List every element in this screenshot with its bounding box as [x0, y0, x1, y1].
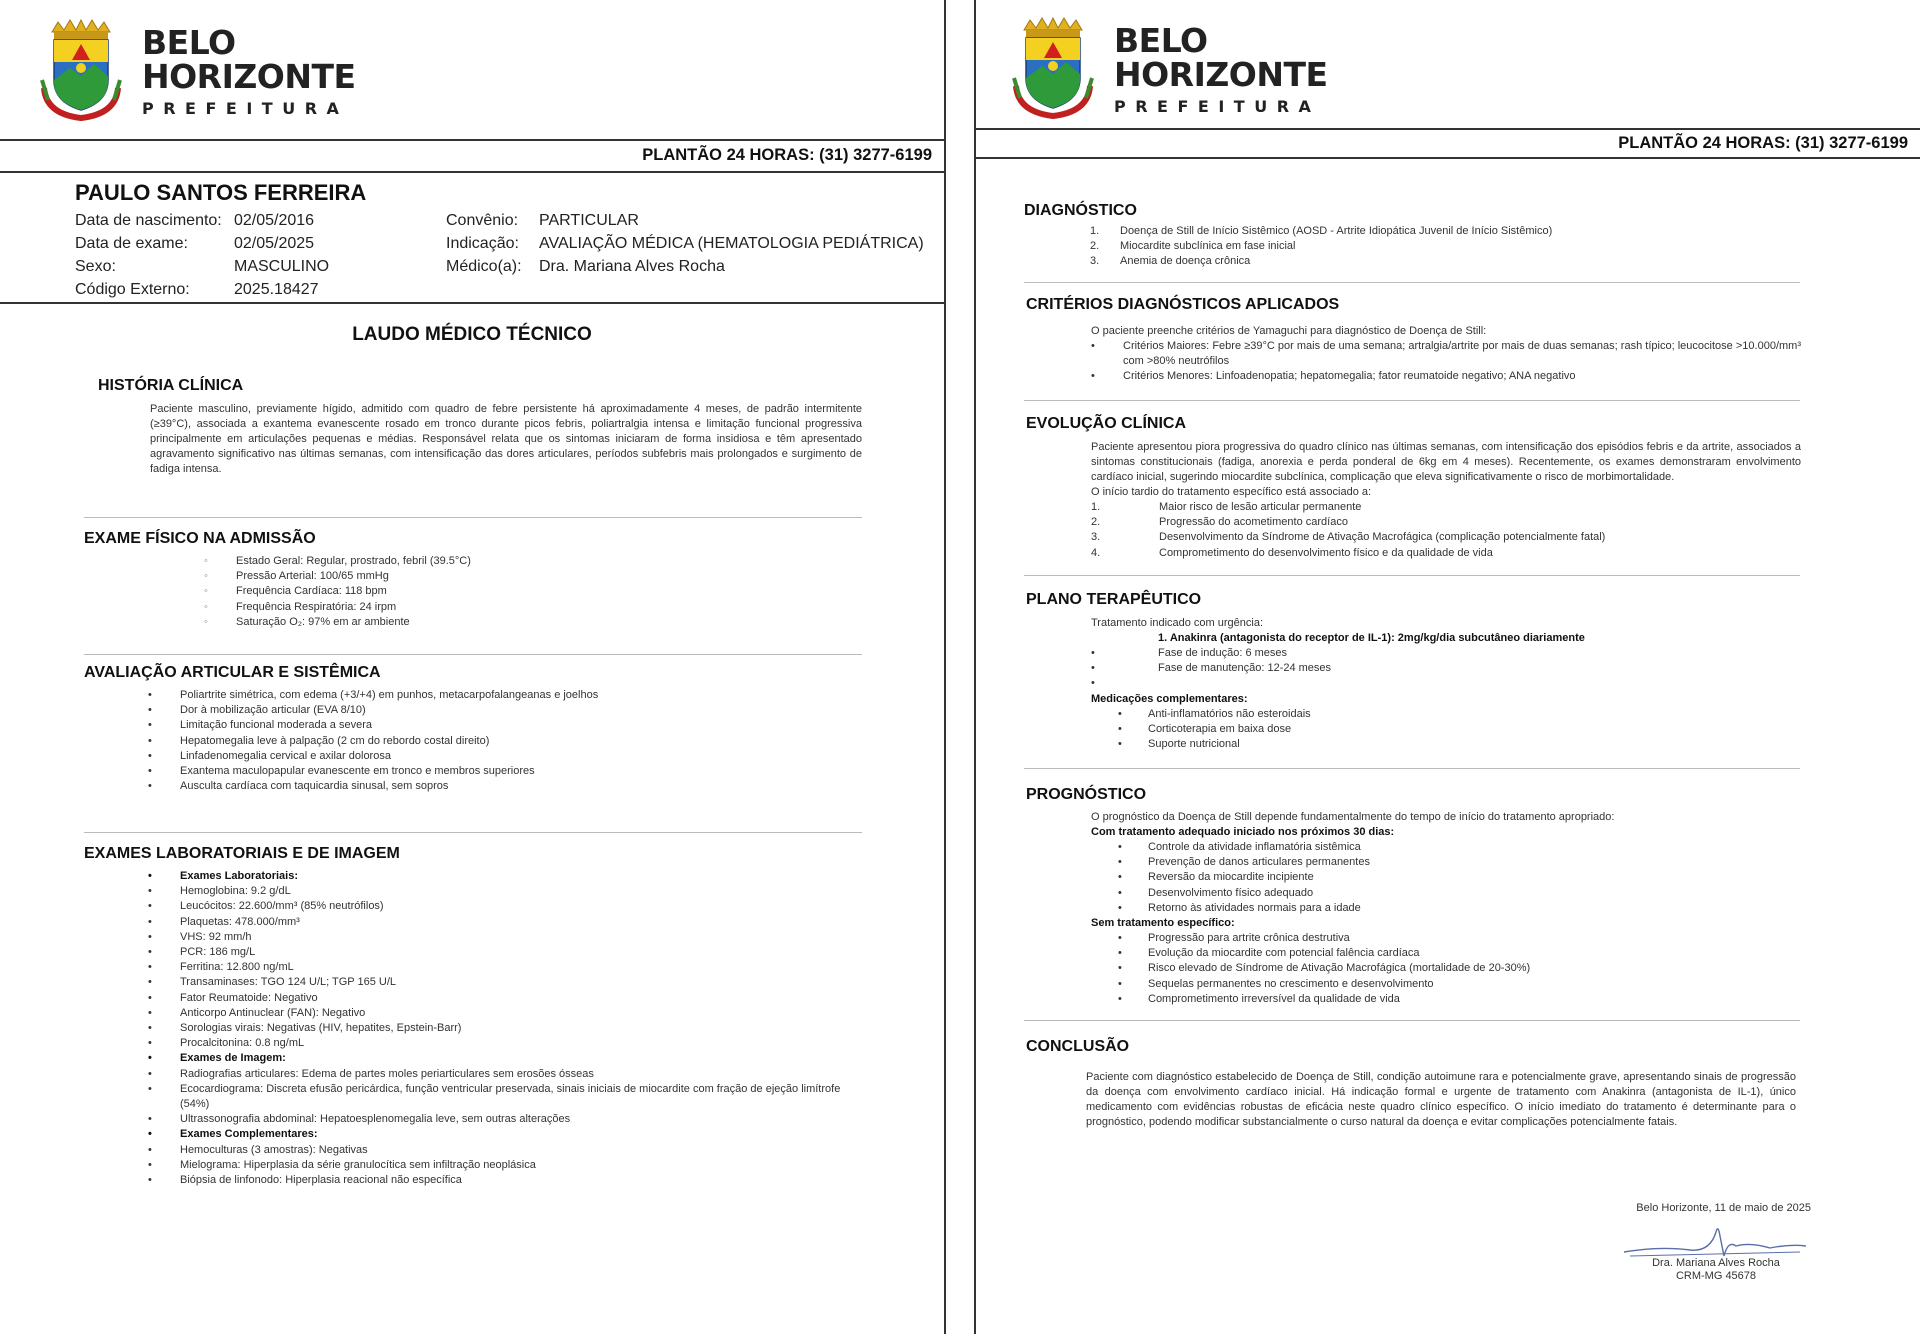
list-item: • Mielograma: Hiperplasia da série granulocítica sem infiltração neoplásica — [148, 1158, 848, 1173]
list-item: • Sorologias virais: Negativas (HIV, hepatites, Epstein-Barr) — [148, 1021, 848, 1036]
list-item: ◦ Saturação O₂: 97% em ar ambiente — [204, 615, 844, 630]
list-item: 2. Miocardite subclínica em fase inicial — [1090, 240, 1296, 253]
list-item: • Controle da atividade inflamatória sistêmica — [1118, 840, 1818, 855]
list-item: • Anticorpo Antinuclear (FAN): Negativo — [148, 1006, 848, 1021]
report-page-1 — [0, 0, 944, 1334]
patient-field: Sexo: MASCULINO — [75, 258, 330, 275]
list-item: • Fase de indução: 6 meses — [1091, 646, 1791, 661]
list-item: • Procalcitonina: 0.8 ng/mL — [148, 1036, 848, 1051]
section-divider — [84, 832, 862, 833]
list-item: 3. Anemia de doença crônica — [1090, 255, 1251, 268]
plano-phases — [1091, 646, 1791, 676]
plantao-phone: PLANTÃO 24 HORAS: (31) 3277-6199 — [1618, 134, 1908, 152]
prefeitura-logo — [1012, 16, 1328, 120]
prognostico-with-title: Com tratamento adequado iniciado nos próximos 30 dias: — [1091, 826, 1395, 838]
list-item: ◦ Pressão Arterial: 100/65 mmHg — [204, 569, 844, 584]
list-item: • Transaminases: TGO 124 U/L; TGP 165 U/L — [148, 975, 848, 990]
list-item: 1. Maior risco de lesão articular permanente — [1091, 501, 1362, 513]
patient-field: Data de nascimento: 02/05/2016 — [75, 212, 315, 229]
section-title-historia: HISTÓRIA CLÍNICA — [98, 377, 244, 394]
signature-scribble-icon — [1620, 1222, 1810, 1262]
section-divider — [1024, 1020, 1800, 1021]
list-item: • Progressão para artrite crônica destrutiva — [1118, 931, 1818, 946]
brand-line-1: BELO — [1114, 21, 1208, 60]
page-gutter — [944, 0, 976, 1334]
section-divider — [1024, 575, 1800, 576]
list-item: • Anti-inflamatórios não esteroidais — [1118, 707, 1818, 722]
list-item: ◦ Frequência Cardíaca: 118 bpm — [204, 584, 844, 599]
list-item: • Radiografias articulares: Edema de partes moles periarticulares sem erosões ósseas — [148, 1067, 848, 1082]
list-item: • Ultrassonografia abdominal: Hepatoesplenomegalia leve, sem outras alterações — [148, 1112, 848, 1127]
list-item: 4. Comprometimento do desenvolvimento físico e da qualidade de vida — [1091, 546, 1493, 559]
diagnostico-list — [1090, 224, 1790, 270]
list-item: • Exantema maculopapular evanescente em tronco e membros superiores — [148, 764, 848, 779]
list-item: ◦ Frequência Respiratória: 24 irpm — [204, 600, 844, 615]
list-item: 3. Desenvolvimento da Síndrome de Ativação Macrofágica (complicação potencialmente fatal) — [1091, 531, 1606, 544]
list-item: 1. Doença de Still de Início Sistêmico (AOSD - Artrite Idiopática Juvenil de Início Sistêmico) — [1090, 225, 1553, 237]
list-heading: • Exames Complementares: — [148, 1127, 848, 1142]
patient-field: Indicação: AVALIAÇÃO MÉDICA (HEMATOLOGIA PEDIÁTRICA) — [446, 235, 924, 252]
list-item: • Hepatomegalia leve à palpação (2 cm do rebordo costal direito) — [148, 734, 848, 749]
report-title: LAUDO MÉDICO TÉCNICO — [352, 324, 592, 345]
brand-line-3: PREFEITURA — [1114, 97, 1321, 116]
section-title-conclusao: CONCLUSÃO — [1026, 1038, 1130, 1055]
list-item: • Biópsia de linfonodo: Hiperplasia reacional não específica — [148, 1173, 848, 1188]
list-item: • Hemoglobina: 9.2 g/dL — [148, 884, 848, 899]
patient-field: Data de exame: 02/05/2025 — [75, 235, 315, 252]
plano-comp-title: Medicações complementares: — [1091, 693, 1248, 705]
list-item: • Linfadenomegalia cervical e axilar dolorosa — [148, 749, 848, 764]
brand-line-1: BELO — [142, 23, 236, 62]
section-divider — [84, 517, 862, 518]
evolucao-text: Paciente apresentou piora progressiva do quadro clínico nas últimas semanas, com intensificação dos episódios febris e da artrite, associados a sintomas constitucionais (fadiga, anorexia e perda ponderal de 6kg em 4 meses). Recentemente, os exames demonstraram envolvimento cardíaco inicial, sugerindo miocardite subclínica, complicação que eleva significativamente o risco de morbimortalidade. — [1091, 441, 1801, 483]
list-item: 2. Progressão do acometimento cardíaco — [1091, 516, 1348, 529]
list-item: • Evolução da miocardite com potencial falência cardíaca — [1118, 946, 1818, 961]
list-item: • Fator Reumatoide: Negativo — [148, 991, 848, 1006]
header-divider — [976, 128, 1920, 130]
section-title-evolucao: EVOLUÇÃO CLÍNICA — [1026, 415, 1186, 432]
conclusao-text: Paciente com diagnóstico estabelecido de Doença de Still, condição autoimune rara e potencialmente grave, apresentando sinais de progressão da doença com envolvimento cardíaco inicial. Há indicação formal e urgente de tratamento com Anakinra (antagonista de IL-1), único medicamento com evidências robustas de eficácia neste quadro clínico específico. O início imediato do tratamento é determinante para o prognóstico, podendo modificar substancialmente o curso natural da doença e evitar complicações potencialmente fatais. — [1086, 1071, 1796, 1128]
list-item: • Poliartrite simétrica, com edema (+3/+4) em punhos, metacarpofalangeanas e joelhos — [148, 688, 848, 703]
list-item: • Dor à mobilização articular (EVA 8/10) — [148, 703, 848, 718]
plano-drug: 1. Anakinra (antagonista do receptor de IL-1): 2mg/kg/dia subcutâneo diariamente — [1158, 632, 1585, 644]
section-divider — [1024, 282, 1800, 283]
patient-divider — [0, 302, 944, 304]
section-title-prognostico: PROGNÓSTICO — [1026, 786, 1147, 803]
evolucao-list — [1091, 500, 1801, 561]
list-item: • Leucócitos: 22.600/mm³ (85% neutrófilos) — [148, 899, 848, 914]
list-item: • Plaquetas: 478.000/mm³ — [148, 915, 848, 930]
list-item: • VHS: 92 mm/h — [148, 930, 848, 945]
patient-name: PAULO SANTOS FERREIRA — [75, 180, 367, 205]
prognostico-intro: O prognóstico da Doença de Still depende fundamentalmente do tempo de início do tratamento apropriado: — [1091, 811, 1615, 823]
prognostico-without-title: Sem tratamento específico: — [1091, 917, 1235, 929]
criterios-intro: O paciente preenche critérios de Yamaguchi para diagnóstico de Doença de Still: — [1091, 325, 1487, 337]
section-divider — [1024, 400, 1800, 401]
place-date: Belo Horizonte, 11 de maio de 2025 — [1636, 1202, 1811, 1214]
patient-field: Código Externo: 2025.18427 — [75, 281, 319, 298]
section-title-plano: PLANO TERAPÊUTICO — [1026, 591, 1202, 608]
list-item: • PCR: 186 mg/L — [148, 945, 848, 960]
list-heading: • Exames de Imagem: — [148, 1051, 848, 1066]
city-crest-icon — [1012, 16, 1094, 120]
list-item: • Corticoterapia em baixa dose — [1118, 722, 1818, 737]
list-item: • Fase de manutenção: 12-24 meses — [1091, 661, 1791, 676]
list-item: • Suporte nutricional — [1118, 737, 1818, 752]
list-heading: • Exames Laboratoriais: — [148, 869, 848, 884]
prognostico-with-list — [1118, 840, 1818, 916]
section-title-exame-fisico: EXAME FÍSICO NA ADMISSÃO — [84, 530, 316, 547]
list-item: • Critérios Maiores: Febre ≥39°C por mais de uma semana; artralgia/artrite por mais de duas semanas; rash típico; leucocitose >10.000/mm³ com >80% neutrófilos — [1091, 339, 1801, 369]
historia-text: Paciente masculino, previamente hígido, admitido com quadro de febre persistente há aproximadamente 4 meses, de padrão intermitente (≥39°C), associada a exantema evanescente rosado em tronco durante picos febris, poliartralgia intensa e limitação funcional progressiva principalmente em articulações pequenas e médias. Responsável relata que os sintomas iniciaram de forma insidiosa e têm apresentado agravamento significativo nas últimas semanas, com intensificação das dores articulares, períodos subfebris mais prolongados e surgimento de fadiga intensa. — [150, 403, 862, 475]
section-divider — [1024, 768, 1800, 769]
brand-line-2: HORIZONTE — [142, 57, 356, 96]
city-crest-icon — [40, 18, 122, 122]
section-title-avaliacao: AVALIAÇÃO ARTICULAR E SISTÊMICA — [84, 664, 381, 681]
brand-line-2: HORIZONTE — [1114, 55, 1328, 94]
section-title-diagnostico: DIAGNÓSTICO — [1024, 202, 1137, 219]
report-page-2 — [976, 0, 1920, 1334]
list-item: • Reversão da miocardite incipiente — [1118, 870, 1818, 885]
list-item: • Limitação funcional moderada a severa — [148, 718, 848, 733]
list-item: • Desenvolvimento físico adequado — [1118, 886, 1818, 901]
section-title-criterios: CRITÉRIOS DIAGNÓSTICOS APLICADOS — [1026, 296, 1340, 313]
evolucao-lead: O início tardio do tratamento específico está associado a: — [1091, 486, 1372, 498]
header-divider — [0, 171, 944, 173]
list-item: • Sequelas permanentes no crescimento e desenvolvimento — [1118, 977, 1818, 992]
section-title-exames: EXAMES LABORATORIAIS E DE IMAGEM — [84, 845, 400, 862]
list-item: ◦ Estado Geral: Regular, prostrado, febril (39.5°C) — [204, 554, 844, 569]
list-item: • Retorno às atividades normais para a idade — [1118, 901, 1818, 916]
plano-intro: Tratamento indicado com urgência: — [1091, 617, 1264, 629]
criterios-list — [1091, 339, 1801, 385]
exame-fisico-list — [204, 554, 844, 630]
exames-list — [148, 869, 848, 1188]
patient-field: Convênio: PARTICULAR — [446, 212, 639, 229]
plano-comp-list — [1118, 707, 1818, 753]
patient-field: Médico(a): Dra. Mariana Alves Rocha — [446, 258, 725, 275]
list-item: • Hemoculturas (3 amostras): Negativas — [148, 1143, 848, 1158]
prognostico-without-list — [1118, 931, 1818, 1007]
avaliacao-list — [148, 688, 848, 794]
header-divider — [0, 139, 944, 141]
prefeitura-logo — [40, 18, 356, 122]
signer-crm: CRM-MG 45678 — [1675, 1270, 1757, 1282]
list-item: • Prevenção de danos articulares permanentes — [1118, 855, 1818, 870]
brand-line-3: PREFEITURA — [142, 99, 349, 118]
section-divider — [84, 654, 862, 655]
signer-name: Dra. Mariana Alves Rocha — [1652, 1257, 1780, 1269]
plantao-phone: PLANTÃO 24 HORAS: (31) 3277-6199 — [642, 146, 932, 164]
list-item: • Ecocardiograma: Discreta efusão pericárdica, função ventricular preservada, sinais iniciais de miocardite com fração de ejeção limítrofe (54%) — [148, 1082, 848, 1112]
list-item: • Comprometimento irreversível da qualidade de vida — [1118, 992, 1818, 1007]
list-item: • Ausculta cardíaca com taquicardia sinusal, sem sopros — [148, 779, 848, 794]
list-item: • Risco elevado de Síndrome de Ativação Macrofágica (mortalidade de 20-30%) — [1118, 961, 1818, 976]
header-divider — [976, 157, 1920, 159]
list-item: • Critérios Menores: Linfoadenopatia; hepatomegalia; fator reumatoide negativo; ANA negativo — [1091, 369, 1801, 384]
list-item: • Ferritina: 12.800 ng/mL — [148, 960, 848, 975]
